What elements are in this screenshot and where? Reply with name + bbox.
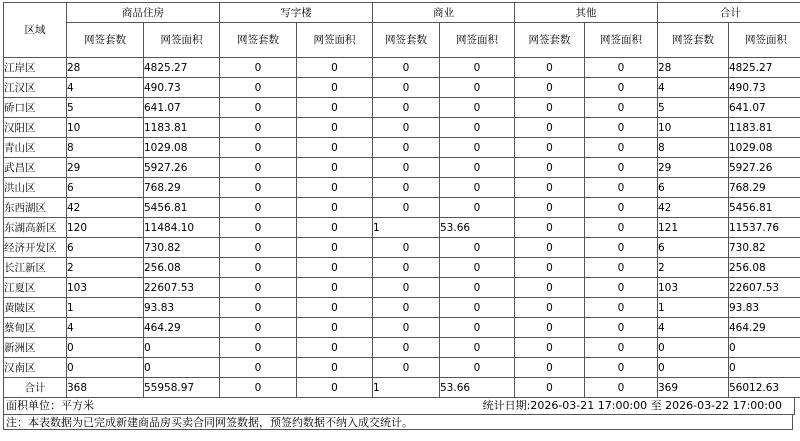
- region-cell: 江夏区: [4, 278, 67, 298]
- count-cell: 0: [515, 218, 585, 238]
- count-cell: 42: [67, 198, 144, 218]
- region-cell: 汉南区: [4, 358, 67, 378]
- subheader-count: 网签套数: [373, 23, 440, 58]
- region-cell: 硚口区: [4, 98, 67, 118]
- area-cell: 53.66: [440, 378, 515, 398]
- area-cell: 93.83: [729, 298, 800, 318]
- area-cell: 730.82: [144, 238, 220, 258]
- count-cell: 0: [515, 378, 585, 398]
- table-row: [4, 178, 800, 198]
- count-cell: 0: [220, 258, 297, 278]
- count-cell: 2: [67, 258, 144, 278]
- area-cell: 0: [440, 238, 515, 258]
- area-cell: 0: [585, 358, 658, 378]
- region-cell: 东西湖区: [4, 198, 67, 218]
- count-cell: 0: [373, 278, 440, 298]
- area-cell: 0: [297, 198, 373, 218]
- area-cell: 5456.81: [144, 198, 220, 218]
- area-cell: 0: [297, 58, 373, 78]
- area-cell: 0: [440, 58, 515, 78]
- table-row: [4, 298, 800, 318]
- area-cell: 0: [440, 198, 515, 218]
- count-cell: 0: [373, 138, 440, 158]
- group-header-commercial: 商业: [373, 3, 515, 23]
- region-cell: 武昌区: [4, 158, 67, 178]
- region-cell: 合计: [4, 378, 67, 398]
- count-cell: 0: [515, 78, 585, 98]
- area-cell: 0: [297, 158, 373, 178]
- area-cell: 0: [297, 298, 373, 318]
- area-cell: 490.73: [144, 78, 220, 98]
- count-cell: 6: [67, 238, 144, 258]
- count-cell: 0: [220, 218, 297, 238]
- total-row: [4, 378, 800, 398]
- region-cell: 黄陂区: [4, 298, 67, 318]
- count-cell: 0: [373, 298, 440, 318]
- area-cell: 22607.53: [144, 278, 220, 298]
- area-cell: 0: [585, 298, 658, 318]
- region-cell: 洪山区: [4, 178, 67, 198]
- count-cell: 0: [220, 318, 297, 338]
- count-cell: 0: [515, 98, 585, 118]
- count-cell: 0: [373, 358, 440, 378]
- area-cell: 93.83: [144, 298, 220, 318]
- count-cell: 0: [373, 198, 440, 218]
- area-cell: 464.29: [144, 318, 220, 338]
- table-row: [4, 258, 800, 278]
- count-cell: 1: [658, 298, 729, 318]
- count-cell: 0: [220, 78, 297, 98]
- count-cell: 2: [658, 258, 729, 278]
- count-cell: 0: [515, 198, 585, 218]
- count-cell: 0: [373, 258, 440, 278]
- area-cell: 0: [297, 318, 373, 338]
- count-cell: 0: [67, 358, 144, 378]
- count-cell: 0: [515, 58, 585, 78]
- area-cell: 256.08: [729, 258, 800, 278]
- area-cell: 0: [297, 78, 373, 98]
- count-cell: 0: [515, 338, 585, 358]
- count-cell: 120: [67, 218, 144, 238]
- area-cell: 0: [585, 178, 658, 198]
- region-header: 区域: [4, 3, 67, 58]
- table-row: [4, 198, 800, 218]
- area-cell: 5456.81: [729, 198, 800, 218]
- area-cell: 1029.08: [729, 138, 800, 158]
- count-cell: 4: [67, 318, 144, 338]
- count-cell: 4: [67, 78, 144, 98]
- area-cell: 0: [585, 98, 658, 118]
- area-cell: 0: [585, 118, 658, 138]
- area-cell: 0: [297, 178, 373, 198]
- count-cell: 0: [515, 278, 585, 298]
- count-cell: 0: [220, 338, 297, 358]
- subheader-area: 网签面积: [729, 23, 800, 58]
- area-cell: 0: [440, 358, 515, 378]
- area-cell: 0: [144, 338, 220, 358]
- area-cell: 0: [729, 338, 800, 358]
- region-cell: 新洲区: [4, 338, 67, 358]
- count-cell: 0: [373, 318, 440, 338]
- count-cell: 29: [67, 158, 144, 178]
- subheader-count: 网签套数: [658, 23, 729, 58]
- count-cell: 8: [658, 138, 729, 158]
- area-cell: 0: [297, 138, 373, 158]
- group-header-office: 写字楼: [220, 3, 373, 23]
- area-cell: 0: [440, 118, 515, 138]
- count-cell: 0: [220, 178, 297, 198]
- group-header-other: 其他: [515, 3, 658, 23]
- count-cell: 121: [658, 218, 729, 238]
- count-cell: 0: [515, 118, 585, 138]
- statistics-period: 统计日期:2026-03-21 17:00:00 至 2026-03-22 17:00:00: [482, 399, 782, 412]
- count-cell: 0: [220, 118, 297, 138]
- count-cell: 0: [515, 238, 585, 258]
- footer-row: [3, 398, 795, 415]
- count-cell: 28: [658, 58, 729, 78]
- count-cell: 5: [658, 98, 729, 118]
- count-cell: 0: [515, 258, 585, 278]
- count-cell: 0: [220, 98, 297, 118]
- area-unit-label: 面积单位：平方米: [6, 399, 94, 412]
- count-cell: 0: [658, 358, 729, 378]
- area-cell: 0: [440, 98, 515, 118]
- area-cell: 0: [585, 278, 658, 298]
- count-cell: 1: [67, 298, 144, 318]
- count-cell: 0: [373, 158, 440, 178]
- area-cell: 0: [144, 358, 220, 378]
- area-cell: 55958.97: [144, 378, 220, 398]
- area-cell: 256.08: [144, 258, 220, 278]
- area-cell: 0: [440, 338, 515, 358]
- area-cell: 0: [297, 98, 373, 118]
- area-cell: 0: [440, 278, 515, 298]
- count-cell: 4: [658, 78, 729, 98]
- area-cell: 0: [297, 278, 373, 298]
- count-cell: 28: [67, 58, 144, 78]
- table-row: [4, 358, 800, 378]
- count-cell: 0: [220, 238, 297, 258]
- count-cell: 0: [515, 158, 585, 178]
- area-cell: 1029.08: [144, 138, 220, 158]
- count-cell: 103: [658, 278, 729, 298]
- table-row: [4, 138, 800, 158]
- area-cell: 0: [440, 138, 515, 158]
- area-cell: 11537.76: [729, 218, 800, 238]
- table-row: [4, 78, 800, 98]
- count-cell: 0: [220, 198, 297, 218]
- count-cell: 5: [67, 98, 144, 118]
- count-cell: 4: [658, 318, 729, 338]
- area-cell: 0: [297, 218, 373, 238]
- region-cell: 长江新区: [4, 258, 67, 278]
- area-cell: 4825.27: [144, 58, 220, 78]
- area-cell: 1183.81: [144, 118, 220, 138]
- count-cell: 0: [373, 98, 440, 118]
- count-cell: 0: [220, 378, 297, 398]
- count-cell: 0: [515, 138, 585, 158]
- count-cell: 0: [373, 238, 440, 258]
- count-cell: 0: [515, 298, 585, 318]
- stats-sheet: [3, 2, 793, 430]
- area-cell: 56012.63: [729, 378, 800, 398]
- area-cell: 0: [297, 238, 373, 258]
- area-cell: 0: [585, 378, 658, 398]
- area-cell: 0: [440, 78, 515, 98]
- count-cell: 0: [373, 118, 440, 138]
- area-cell: 730.82: [729, 238, 800, 258]
- count-cell: 1: [373, 218, 440, 238]
- subheader-area: 网签面积: [144, 23, 220, 58]
- area-cell: 0: [585, 158, 658, 178]
- area-cell: 768.29: [729, 178, 800, 198]
- count-cell: 0: [220, 298, 297, 318]
- count-cell: 368: [67, 378, 144, 398]
- area-cell: 0: [297, 378, 373, 398]
- table-row: [4, 238, 800, 258]
- region-cell: 东湖高新区: [4, 218, 67, 238]
- count-cell: 0: [220, 138, 297, 158]
- table-row: [4, 118, 800, 138]
- area-cell: 0: [297, 118, 373, 138]
- subheader-area: 网签面积: [297, 23, 373, 58]
- count-cell: 369: [658, 378, 729, 398]
- count-cell: 0: [373, 58, 440, 78]
- area-cell: 0: [585, 198, 658, 218]
- region-cell: 经济开发区: [4, 238, 67, 258]
- region-cell: 江岸区: [4, 58, 67, 78]
- table-row: [4, 318, 800, 338]
- transaction-table: [3, 2, 800, 398]
- count-cell: 0: [67, 338, 144, 358]
- count-cell: 6: [658, 178, 729, 198]
- subheader-count: 网签套数: [515, 23, 585, 58]
- area-cell: 5927.26: [144, 158, 220, 178]
- area-cell: 1183.81: [729, 118, 800, 138]
- area-cell: 0: [585, 318, 658, 338]
- count-cell: 42: [658, 198, 729, 218]
- count-cell: 10: [67, 118, 144, 138]
- count-cell: 0: [373, 178, 440, 198]
- area-cell: 464.29: [729, 318, 800, 338]
- area-cell: 641.07: [144, 98, 220, 118]
- area-cell: 0: [440, 298, 515, 318]
- table-row: [4, 218, 800, 238]
- area-cell: 11484.10: [144, 218, 220, 238]
- count-cell: 10: [658, 118, 729, 138]
- count-cell: 8: [67, 138, 144, 158]
- table-row: [4, 58, 800, 78]
- count-cell: 29: [658, 158, 729, 178]
- area-cell: 490.73: [729, 78, 800, 98]
- area-cell: 0: [585, 338, 658, 358]
- area-cell: 0: [585, 218, 658, 238]
- subheader-area: 网签面积: [440, 23, 515, 58]
- area-cell: 22607.53: [729, 278, 800, 298]
- area-cell: 641.07: [729, 98, 800, 118]
- count-cell: 0: [220, 358, 297, 378]
- count-cell: 0: [220, 58, 297, 78]
- area-cell: 0: [297, 258, 373, 278]
- table-row: [4, 278, 800, 298]
- area-cell: 0: [440, 318, 515, 338]
- count-cell: 0: [220, 278, 297, 298]
- table-row: [4, 98, 800, 118]
- count-cell: 0: [515, 358, 585, 378]
- count-cell: 0: [515, 178, 585, 198]
- area-cell: 5927.26: [729, 158, 800, 178]
- subheader-count: 网签套数: [220, 23, 297, 58]
- count-cell: 1: [373, 378, 440, 398]
- area-cell: 0: [440, 258, 515, 278]
- subheader-count: 网签套数: [67, 23, 144, 58]
- area-cell: 768.29: [144, 178, 220, 198]
- area-cell: 0: [440, 158, 515, 178]
- count-cell: 0: [373, 78, 440, 98]
- region-cell: 蔡甸区: [4, 318, 67, 338]
- area-cell: 0: [729, 358, 800, 378]
- region-cell: 江汉区: [4, 78, 67, 98]
- count-cell: 0: [658, 338, 729, 358]
- subheader-area: 网签面积: [585, 23, 658, 58]
- count-cell: 0: [373, 338, 440, 358]
- count-cell: 6: [658, 238, 729, 258]
- area-cell: 0: [585, 238, 658, 258]
- count-cell: 0: [515, 318, 585, 338]
- count-cell: 103: [67, 278, 144, 298]
- area-cell: 0: [585, 78, 658, 98]
- area-cell: 0: [297, 338, 373, 358]
- area-cell: 0: [585, 138, 658, 158]
- region-cell: 青山区: [4, 138, 67, 158]
- area-cell: 0: [297, 358, 373, 378]
- region-cell: 汉阳区: [4, 118, 67, 138]
- area-cell: 4825.27: [729, 58, 800, 78]
- footnote: 注：本表数据为已完成新建商品房买卖合同网签数据，预签约数据不纳入成交统计。: [3, 415, 793, 430]
- count-cell: 6: [67, 178, 144, 198]
- area-cell: 0: [440, 178, 515, 198]
- area-cell: 0: [585, 58, 658, 78]
- area-cell: 0: [585, 258, 658, 278]
- group-header-residential: 商品住房: [67, 3, 220, 23]
- table-row: [4, 338, 800, 358]
- area-cell: 53.66: [440, 218, 515, 238]
- table-row: [4, 158, 800, 178]
- table-body: [4, 58, 800, 398]
- count-cell: 0: [220, 158, 297, 178]
- group-header-total: 合计: [658, 3, 800, 23]
